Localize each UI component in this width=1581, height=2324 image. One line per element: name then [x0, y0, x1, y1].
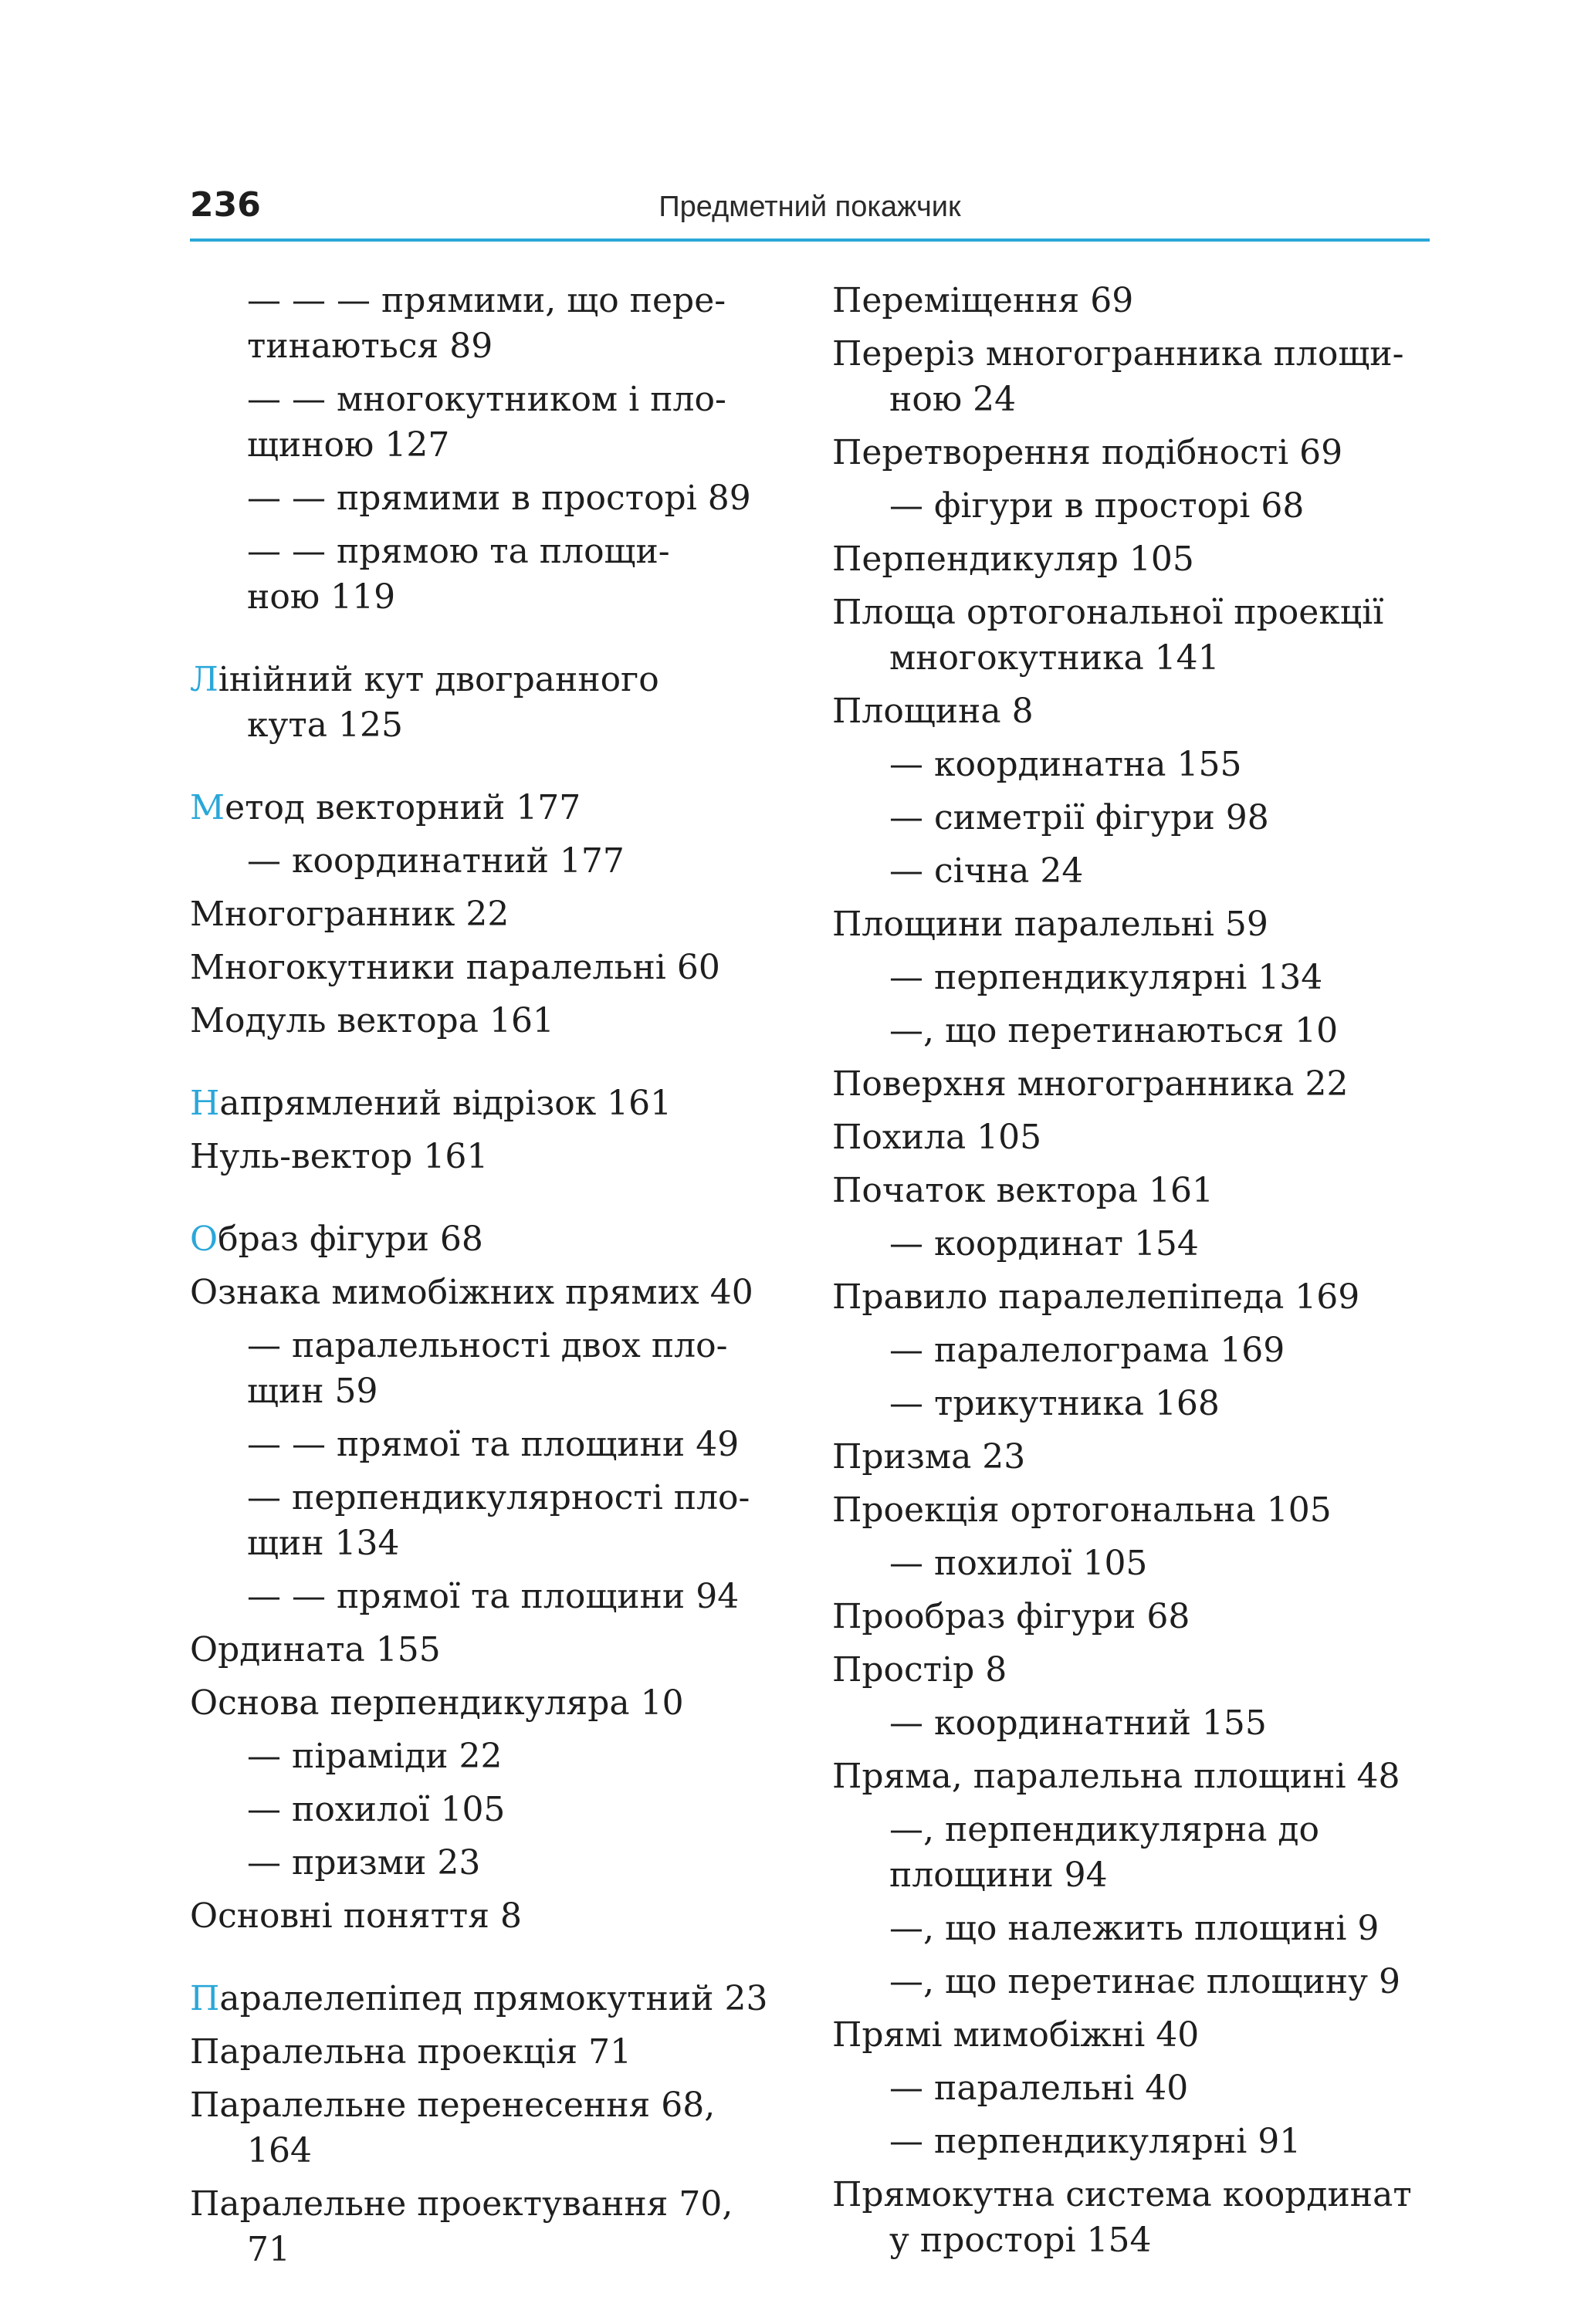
index-subentry — [190, 529, 807, 620]
index-subentry — [832, 742, 1450, 787]
entry-text: Простір 8 — [832, 1650, 1007, 1690]
index-entry — [832, 902, 1450, 947]
entry-text: Многогранник 22 — [190, 895, 510, 934]
entry-text: Прямі мимобіжні 40 — [832, 2015, 1200, 2055]
index-entry — [832, 1487, 1450, 1533]
index-subentry — [190, 1574, 807, 1619]
entry-text: — координатна 155 — [889, 745, 1242, 784]
entry-text: Модуль вектора 161 — [190, 1001, 554, 1040]
entry-text: — — прямою та площи- — [247, 532, 670, 571]
index-subentry — [832, 1328, 1450, 1373]
index-subentry — [832, 1959, 1450, 2004]
entry-text: Площини паралельні 59 — [832, 905, 1268, 944]
index-subentry — [832, 1807, 1450, 1898]
entry-text — [190, 785, 807, 830]
index-subentry — [832, 1008, 1450, 1054]
index-entry — [190, 1270, 807, 1315]
entry-continuation: 71 — [247, 2230, 290, 2269]
entry-text: —, що перетинаються 10 — [889, 1011, 1339, 1050]
entry-text: — паралельні 40 — [889, 2069, 1189, 2108]
entry-continuation: у просторі 154 — [889, 2221, 1152, 2260]
entry-text: Перпендикуляр 105 — [832, 540, 1194, 579]
entry-text: — — прямої та площини 94 — [247, 1577, 740, 1616]
entry-text — [190, 1976, 807, 2021]
index-column-right — [832, 278, 1450, 2263]
entry-text: — перпендикулярні 91 — [889, 2122, 1302, 2161]
entry-text: Поверхня многогранника 22 — [832, 1064, 1349, 1104]
entry-text: Правило паралелепіпеда 169 — [832, 1277, 1360, 1317]
index-subentry — [832, 848, 1450, 894]
entry-text: Ознака мимобіжних прямих 40 — [190, 1273, 753, 1312]
entry-text: — координатний 155 — [889, 1703, 1267, 1743]
index-entry — [190, 945, 807, 990]
index-entry — [832, 1647, 1450, 1693]
entry-continuation: ною 24 — [889, 380, 1017, 419]
index-entry — [832, 1168, 1450, 1213]
index-entry — [832, 1115, 1450, 1160]
entry-text: — трикутника 168 — [889, 1384, 1220, 1423]
entry-text — [190, 1216, 807, 1262]
index-entry — [190, 2181, 807, 2272]
section-initial-letter: М — [190, 788, 225, 827]
entry-text: — похилої 105 — [247, 1790, 506, 1829]
index-entry — [832, 2012, 1450, 2058]
index-entry — [832, 1754, 1450, 1799]
index-entry — [190, 657, 807, 748]
index-entry — [832, 1434, 1450, 1480]
entry-text — [190, 657, 807, 702]
index-entry — [190, 1627, 807, 1673]
entry-text-rest: етод векторний 177 — [225, 788, 581, 827]
index-entry — [190, 785, 807, 830]
index-subentry — [190, 1734, 807, 1779]
entry-continuation: щин 134 — [247, 1524, 400, 1563]
index-entry — [832, 430, 1450, 475]
index-subentry — [832, 2119, 1450, 2164]
header-rule — [190, 238, 1430, 242]
index-entry — [832, 1274, 1450, 1320]
entry-text: — координатний 177 — [247, 841, 625, 881]
index-subentry — [190, 838, 807, 884]
entry-text: Ордината 155 — [190, 1630, 441, 1669]
index-entry — [832, 1061, 1450, 1107]
index-entry — [832, 1594, 1450, 1639]
entry-text: Призма 23 — [832, 1437, 1026, 1477]
entry-continuation: тинаються 89 — [247, 326, 493, 366]
entry-text: Проекція ортогональна 105 — [832, 1490, 1332, 1530]
index-entry — [190, 1134, 807, 1179]
index-entry — [190, 1081, 807, 1126]
entry-text: — фігури в просторі 68 — [889, 486, 1305, 526]
entry-text: —, перпендикулярна до — [889, 1810, 1320, 1849]
running-head-title: Предметний покажчик — [658, 191, 961, 223]
index-subentry — [190, 1323, 807, 1414]
index-column-left — [190, 278, 807, 2272]
index-subentry — [832, 795, 1450, 841]
entry-text: Переріз многогранника площи- — [832, 334, 1404, 374]
entry-text: — — — прямими, що пере- — [247, 281, 726, 320]
index-subentry — [190, 475, 807, 521]
index-entry — [832, 590, 1450, 681]
entry-text — [190, 1081, 807, 1126]
entry-text: — — прямими в просторі 89 — [247, 479, 751, 518]
entry-text: Початок вектора 161 — [832, 1171, 1214, 1210]
entry-text: — — многокутником і пло- — [247, 380, 726, 419]
entry-continuation: площини 94 — [889, 1855, 1108, 1895]
entry-text: Основа перпендикуляра 10 — [190, 1683, 684, 1723]
index-entry — [190, 1680, 807, 1726]
entry-continuation: 164 — [247, 2131, 312, 2170]
index-entry — [190, 1976, 807, 2021]
index-subentry — [832, 1906, 1450, 1951]
entry-text: — перпендикулярності пло- — [247, 1478, 750, 1517]
entry-text: — перпендикулярні 134 — [889, 958, 1323, 997]
index-subentry — [832, 1381, 1450, 1426]
entry-continuation: щин 59 — [247, 1372, 378, 1411]
index-entry — [190, 998, 807, 1044]
entry-text: Похила 105 — [832, 1118, 1042, 1157]
index-entry — [832, 2172, 1450, 2263]
index-subentry — [190, 1787, 807, 1832]
index-subentry — [190, 1840, 807, 1886]
entry-continuation: щиною 127 — [247, 425, 450, 465]
entry-text: Основні поняття 8 — [190, 1896, 523, 1936]
entry-text: Паралельне проектування 70, — [190, 2184, 733, 2224]
index-subentry — [190, 1475, 807, 1566]
entry-text: Паралельне перенесення 68, — [190, 2086, 716, 2125]
index-subentry — [832, 1700, 1450, 1746]
page-number: 236 — [190, 185, 261, 225]
entry-text: — паралельності двох пло- — [247, 1326, 728, 1365]
entry-text: — координат 154 — [889, 1224, 1199, 1263]
index-subentry — [832, 955, 1450, 1000]
entry-text: Прямокутна система координат — [832, 2175, 1412, 2214]
entry-text: — січна 24 — [889, 851, 1084, 891]
entry-text-rest: апрямлений відрізок 161 — [219, 1084, 672, 1123]
entry-continuation: многокутника 141 — [889, 638, 1220, 678]
index-subentry — [832, 483, 1450, 529]
entry-text: Паралельна проекція 71 — [190, 2032, 632, 2072]
section-initial-letter: Л — [190, 660, 218, 699]
entry-text: Многокутники паралельні 60 — [190, 948, 720, 987]
page-header — [190, 182, 1430, 238]
entry-text: Пряма, паралельна площині 48 — [832, 1757, 1400, 1796]
index-entry — [832, 688, 1450, 734]
entry-text: — піраміди 22 — [247, 1737, 503, 1776]
index-subentry — [832, 1541, 1450, 1586]
entry-text: Перетворення подібності 69 — [832, 433, 1343, 472]
index-subentry — [190, 1422, 807, 1467]
index-entry — [190, 891, 807, 937]
entry-text-rest: аралелепіпед прямокутний 23 — [219, 1979, 768, 2018]
index-entry — [190, 1893, 807, 1939]
index-subentry — [832, 2065, 1450, 2111]
index-entry — [190, 2082, 807, 2173]
entry-text: Площа ортогональної проекції — [832, 593, 1384, 632]
entry-text: —, що належить площині 9 — [889, 1909, 1380, 1948]
index-subentry — [832, 1221, 1450, 1267]
index-entry — [832, 331, 1450, 422]
entry-text: — похилої 105 — [889, 1544, 1148, 1583]
index-subentry — [190, 377, 807, 468]
entry-text: — призми 23 — [247, 1843, 481, 1883]
entry-text: — симетрії фігури 98 — [889, 798, 1269, 837]
index-entry — [190, 2029, 807, 2075]
entry-text: Прообраз фігури 68 — [832, 1597, 1190, 1636]
section-initial-letter: О — [190, 1220, 218, 1259]
entry-text-rest: інійний кут двогранного — [218, 660, 659, 699]
entry-text: — паралелограма 169 — [889, 1331, 1285, 1370]
entry-continuation: ною 119 — [247, 577, 396, 617]
index-entry — [832, 278, 1450, 323]
entry-continuation: кута 125 — [247, 705, 403, 745]
entry-text: Нуль-вектор 161 — [190, 1137, 489, 1176]
section-initial-letter: П — [190, 1979, 220, 2018]
entry-text: Переміщення 69 — [832, 281, 1134, 320]
section-initial-letter: Н — [190, 1084, 220, 1123]
index-subentry — [190, 278, 807, 369]
index-entry — [832, 536, 1450, 582]
entry-text: Площина 8 — [832, 692, 1034, 731]
index-entry — [190, 1216, 807, 1262]
entry-text: — — прямої та площини 49 — [247, 1425, 740, 1464]
entry-text: —, що перетинає площину 9 — [889, 1962, 1400, 2001]
entry-text-rest: браз фігури 68 — [218, 1220, 483, 1259]
